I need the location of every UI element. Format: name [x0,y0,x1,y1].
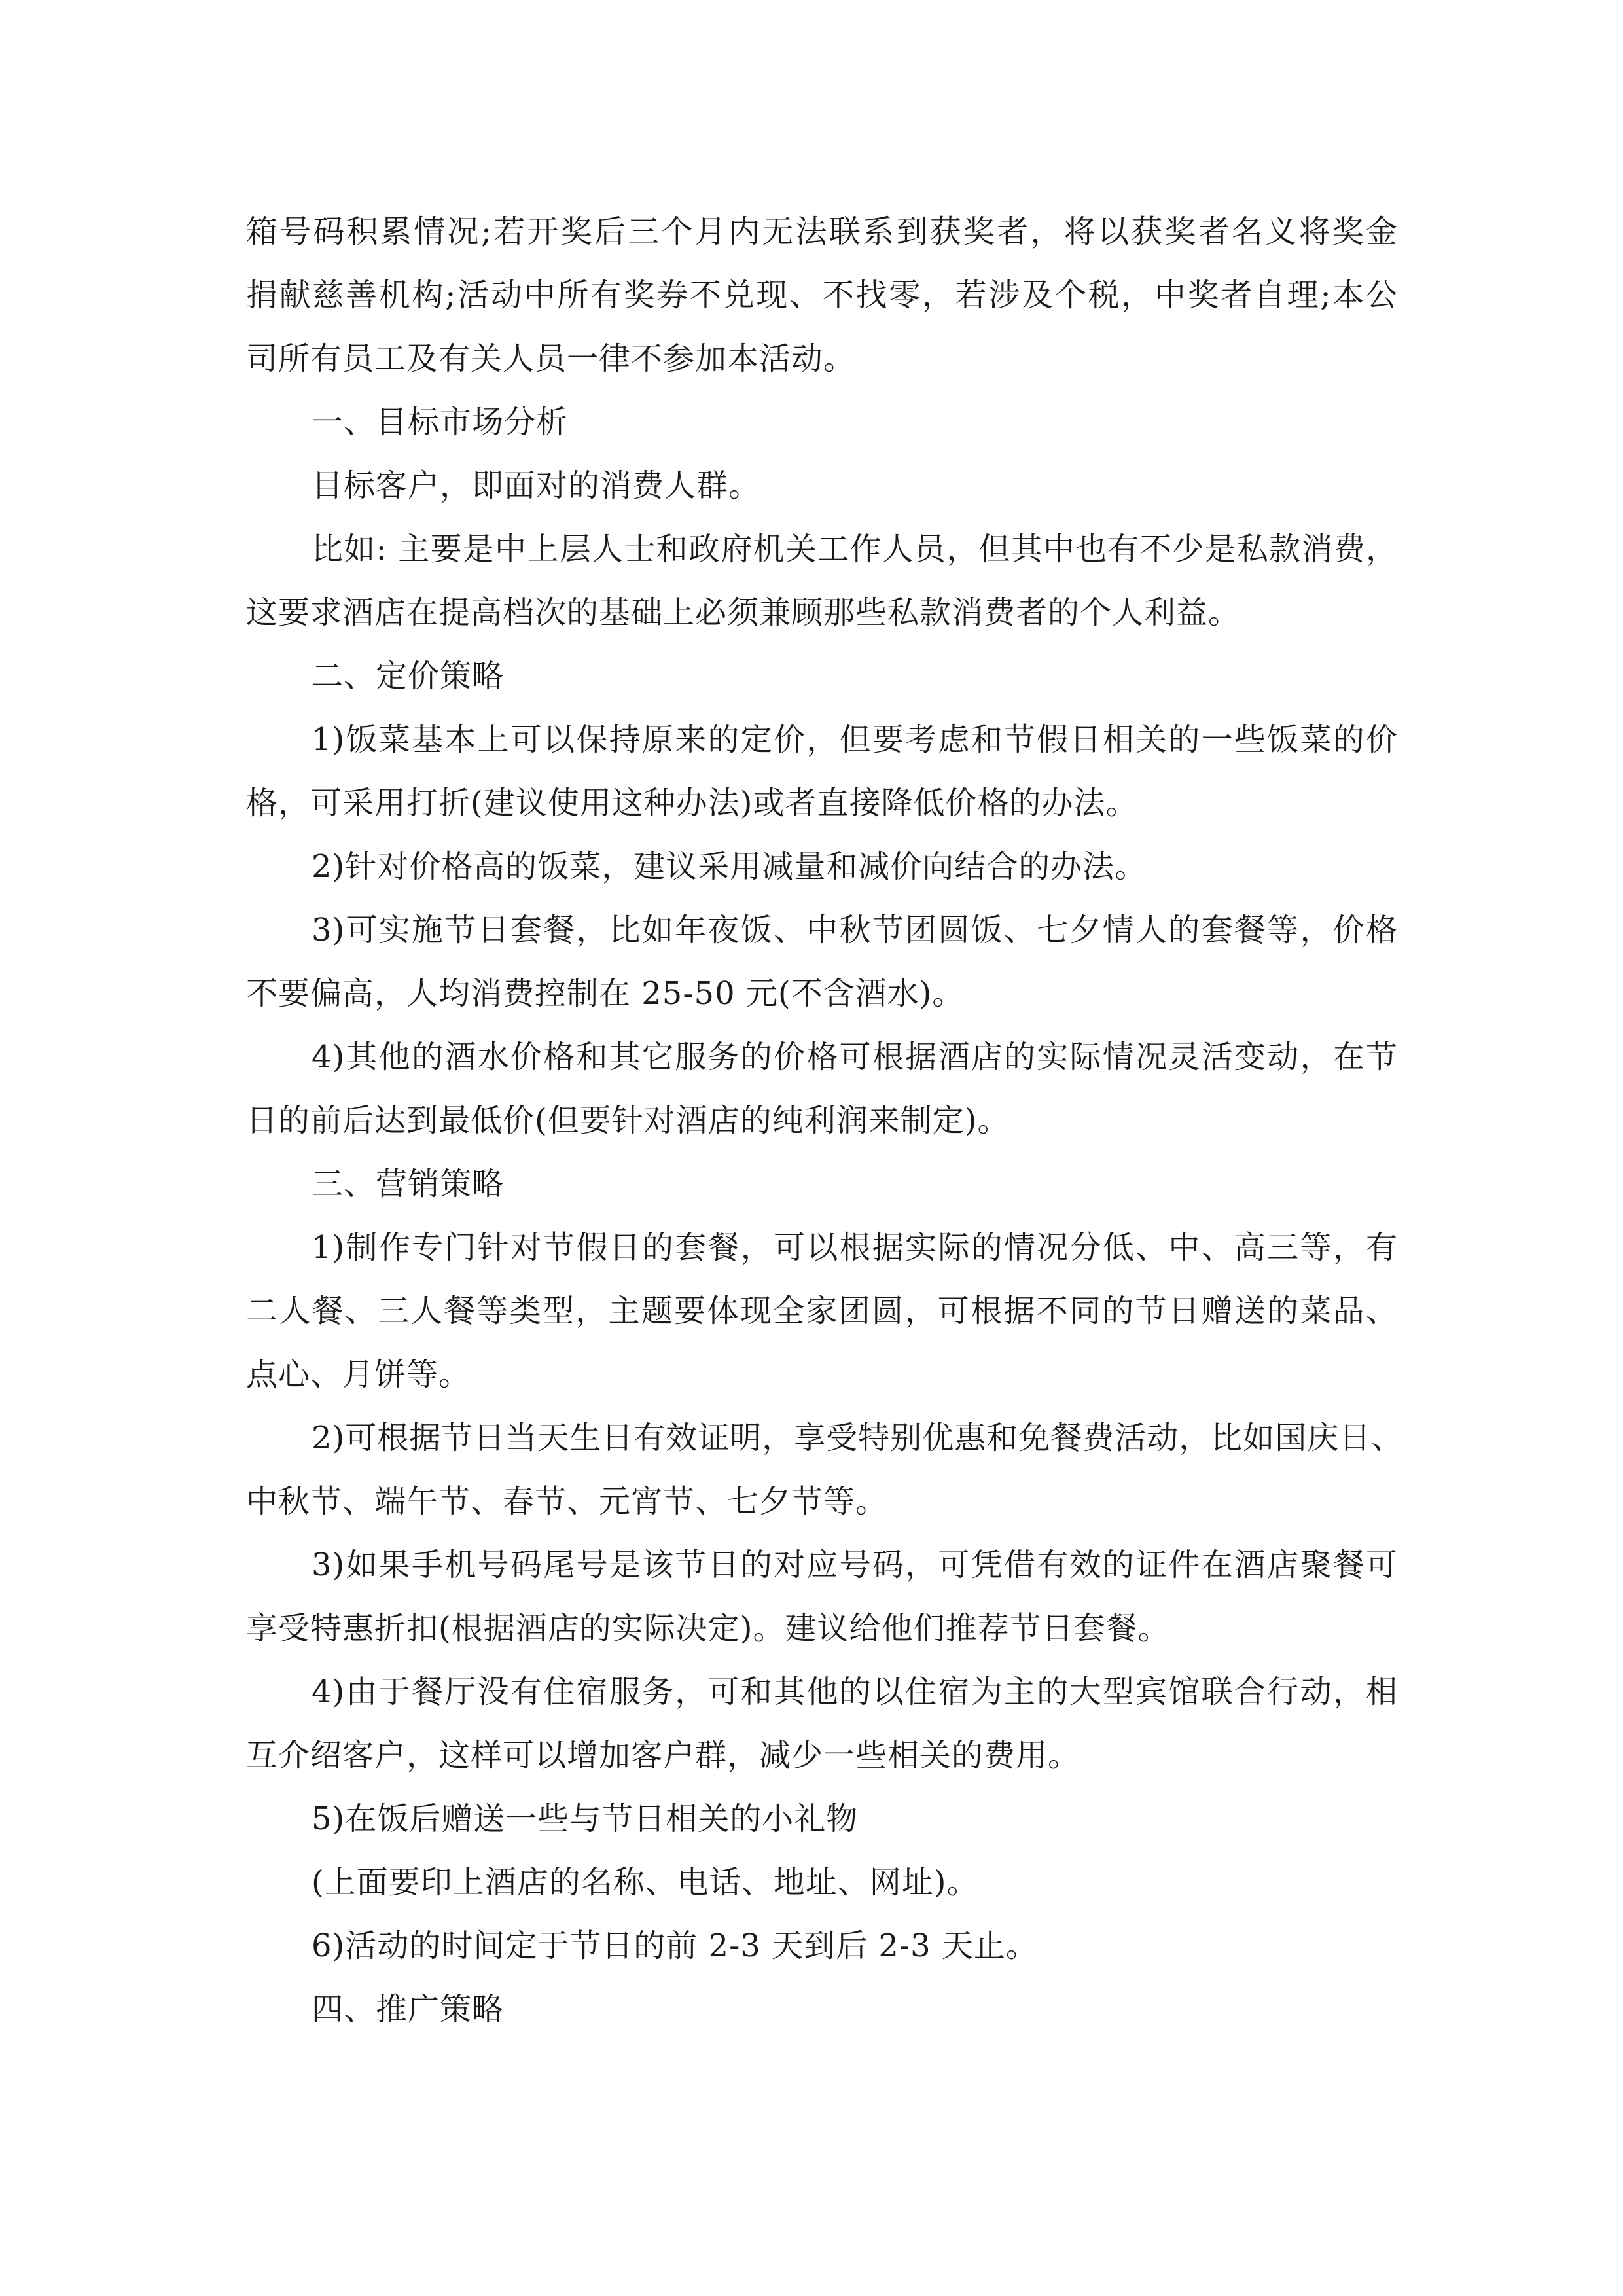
text-line: 1)制作专门针对节假日的套餐，可以根据实际的情况分低、中、高三等，有 [312,1229,1398,1266]
text-line: 二人餐、三人餐等类型，主题要体现全家团圆，可根据不同的节日赠送的菜品、 [246,1293,1398,1329]
text-line: 司所有员工及有关人员一律不参加本活动。 [246,340,856,377]
text-line: 3)可实施节日套餐，比如年夜饭、中秋节团圆饭、七夕情人的套餐等，价格 [312,912,1398,948]
text-line: 箱号码积累情况;若开奖后三个月内无法联系到获奖者，将以获奖者名义将奖金 [246,213,1398,250]
text-line: 格，可采用打折(建议使用这种办法)或者直接降低价格的办法。 [246,785,1138,821]
text-line: 捐献慈善机构;活动中所有奖券不兑现、不找零，若涉及个税，中奖者自理;本公 [246,277,1398,314]
text-line: 2)针对价格高的饭菜，建议采用减量和减价向结合的办法。 [312,848,1147,885]
section-heading: 三、营销策略 [312,1166,505,1202]
text-line: 中秋节、端午节、春节、元宵节、七夕节等。 [246,1483,888,1520]
document-body [246,200,1404,2041]
text-line: 4)由于餐厅没有住宿服务，可和其他的以住宿为主的大型宾馆联合行动，相 [312,1674,1398,1710]
text-line: (上面要印上酒店的名称、电话、地址、网址)。 [312,1864,979,1901]
text-line: 互介绍客户，这样可以增加客户群，减少一些相关的费用。 [246,1737,1080,1774]
section-heading: 一、目标市场分析 [312,404,569,440]
text-line: 享受特惠折扣(根据酒店的实际决定)。建议给他们推荐节日套餐。 [246,1610,1170,1647]
text-line: 不要偏高，人均消费控制在 25-50 元(不含酒水)。 [246,975,965,1012]
text-line: 1)饭菜基本上可以保持原来的定价，但要考虑和节假日相关的一些饭菜的价 [312,721,1398,758]
text-line: 6)活动的时间定于节日的前 2-3 天到后 2-3 天止。 [312,1928,1038,1964]
section-heading: 二、定价策略 [312,658,505,694]
section-heading: 四、推广策略 [312,1991,505,2028]
text-line: 2)可根据节日当天生日有效证明，享受特别优惠和免餐费活动，比如国庆日、 [312,1420,1404,1456]
text-line: 日的前后达到最低价(但要针对酒店的纯利润来制定)。 [246,1102,1010,1139]
text-line: 比如: 主要是中上层人士和政府机关工作人员，但其中也有不少是私款消费， [312,531,1398,567]
text-line: 目标客户，即面对的消费人群。 [312,467,761,504]
text-line: 4)其他的酒水价格和其它服务的价格可根据酒店的实际情况灵活变动，在节 [312,1039,1398,1075]
text-line: 这要求酒店在提高档次的基础上必须兼顾那些私款消费者的个人利益。 [246,594,1241,631]
text-line: 3)如果手机号码尾号是该节日的对应号码，可凭借有效的证件在酒店聚餐可 [312,1547,1398,1583]
text-line: 5)在饭后赠送一些与节日相关的小礼物 [312,1801,859,1837]
text-line: 点心、月饼等。 [246,1356,471,1393]
